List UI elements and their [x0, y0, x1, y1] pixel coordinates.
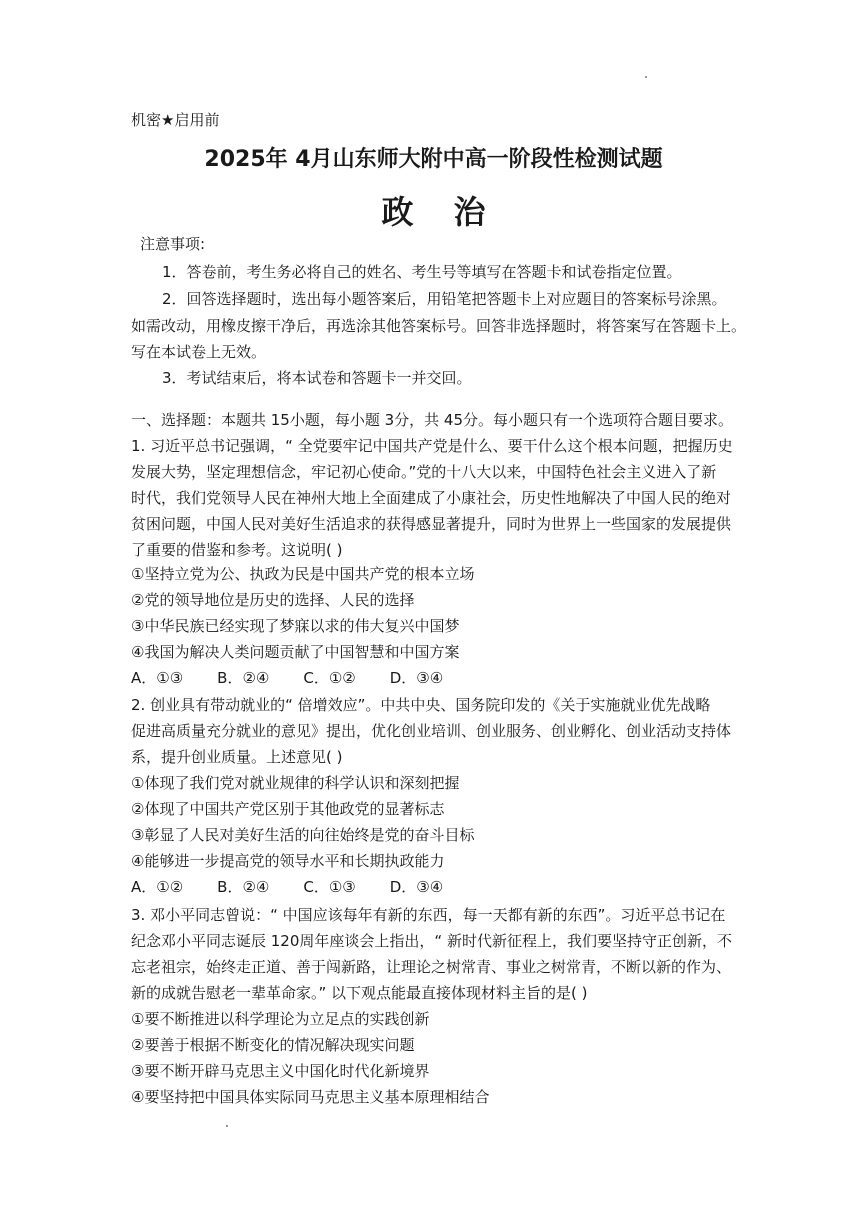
question-2-item: ③彰显了人民对美好生活的向往始终是党的奋斗目标 [131, 826, 475, 844]
option-b: B．②④ [217, 878, 270, 896]
question-3-line: 忘老祖宗，始终走正道、善于闯新路，让理论之树常青、事业之树常青，不断以新的作为、 [131, 958, 732, 976]
question-2-line: 2. 创业具有带动就业的“ 倍增效应”。中共中央、国务院印发的《关于实施就业优先战略 [131, 696, 711, 714]
notice-item-1: 1．答卷前，考生务必将自己的姓名、考生号等填写在答题卡和试卷指定位置。 [162, 263, 682, 281]
subject-title: 政治 [381, 193, 526, 231]
question-2-options [131, 877, 477, 897]
question-3-item: ②要善于根据不断变化的情况解决现实问题 [131, 1036, 415, 1054]
scan-speck [226, 1125, 228, 1127]
question-2-item: ②体现了中国共产党区别于其他政党的显著标志 [131, 800, 445, 818]
option-a: A．①③ [131, 669, 184, 687]
question-1-line: 发展大势，坚定理想信念，牢记初心使命。”党的十八大以来，中国特色社会主义进入了新 [131, 463, 717, 481]
question-1-line: 时代，我们党领导人民在神州大地上全面建成了小康社会，历史性地解决了中国人民的绝对 [131, 489, 732, 507]
notice-item-2-line-1: 2．回答选择题时，选出每小题答案后，用铅笔把答题卡上对应题目的答案标号涂黑。 [162, 290, 727, 308]
question-3-line: 纪念邓小平同志诞辰 120周年座谈会上指出，“ 新时代新征程上，我们要坚持守正创新，不 [131, 932, 732, 950]
question-1-line: 了重要的借鉴和参考。这说明( ) [131, 541, 343, 559]
option-a: A．①② [131, 878, 184, 896]
question-1-item: ①坚持立党为公、执政为民是中国共产党的根本立场 [131, 565, 475, 583]
question-1-line: 贫困问题，中国人民对美好生活追求的获得感显著提升，同时为世界上一些国家的发展提供 [131, 515, 732, 533]
option-d: D．③④ [389, 878, 444, 896]
question-1-line: 1. 习近平总书记强调，“ 全党要牢记中国共产党是什么、要干什么这个根本问题，把握历史 [131, 437, 733, 455]
confidential-label: 机密★启用前 [131, 111, 220, 129]
option-b: B．②④ [217, 669, 270, 687]
question-1-item: ②党的领导地位是历史的选择、人民的选择 [131, 591, 415, 609]
question-3-line: 3. 邓小平同志曾说：“ 中国应该每年有新的东西，每一天都有新的东西”。习近平总书记在 [131, 906, 726, 924]
exam-title: 2025年 4月山东师大附中高一阶段性检测试题 [204, 147, 663, 172]
question-3-line: 新的成就告慰老一辈革命家。” 以下观点能最直接体现材料主旨的是( ) [131, 984, 588, 1002]
question-2-item: ①体现了我们党对就业规律的科学认识和深刻把握 [131, 774, 460, 792]
question-1-item: ③中华民族已经实现了梦寐以求的伟大复兴中国梦 [131, 617, 460, 635]
option-d: D．③④ [389, 669, 444, 687]
question-2-item: ④能够进一步提高党的领导水平和长期执政能力 [131, 852, 445, 870]
notice-item-3: 3．考试结束后，将本试卷和答题卡一并交回。 [162, 369, 472, 387]
question-2-line: 系，提升创业质量。上述意见( ) [131, 748, 343, 766]
option-c: C．①③ [303, 878, 356, 896]
question-3-item: ③要不断开辟马克思主义中国化时代化新境界 [131, 1062, 430, 1080]
question-2-line: 促进高质量充分就业的意见》提出，优化创业培训、创业服务、创业孵化、创业活动支持体 [131, 722, 732, 740]
question-1-item: ④我国为解决人类问题贡献了中国智慧和中国方案 [131, 643, 460, 661]
section-heading: 一、选择题：本题共 15小题，每小题 3分，共 45分。每小题只有一个选项符合题目要求。 [131, 411, 734, 429]
question-3-item: ④要坚持把中国具体实际同马克思主义基本原理相结合 [131, 1088, 490, 1106]
notice-heading: 注意事项: [140, 235, 206, 253]
notice-item-2-line-2: 如需改动，用橡皮擦干净后，再选涂其他答案标号。回答非选择题时，将答案写在答题卡上。 [131, 317, 747, 335]
notice-item-2-line-3: 写在本试卷上无效。 [131, 343, 267, 361]
scan-speck [645, 76, 647, 78]
question-1-options [131, 668, 477, 688]
question-3-item: ①要不断推进以科学理论为立足点的实践创新 [131, 1010, 430, 1028]
option-c: C．①② [303, 669, 356, 687]
